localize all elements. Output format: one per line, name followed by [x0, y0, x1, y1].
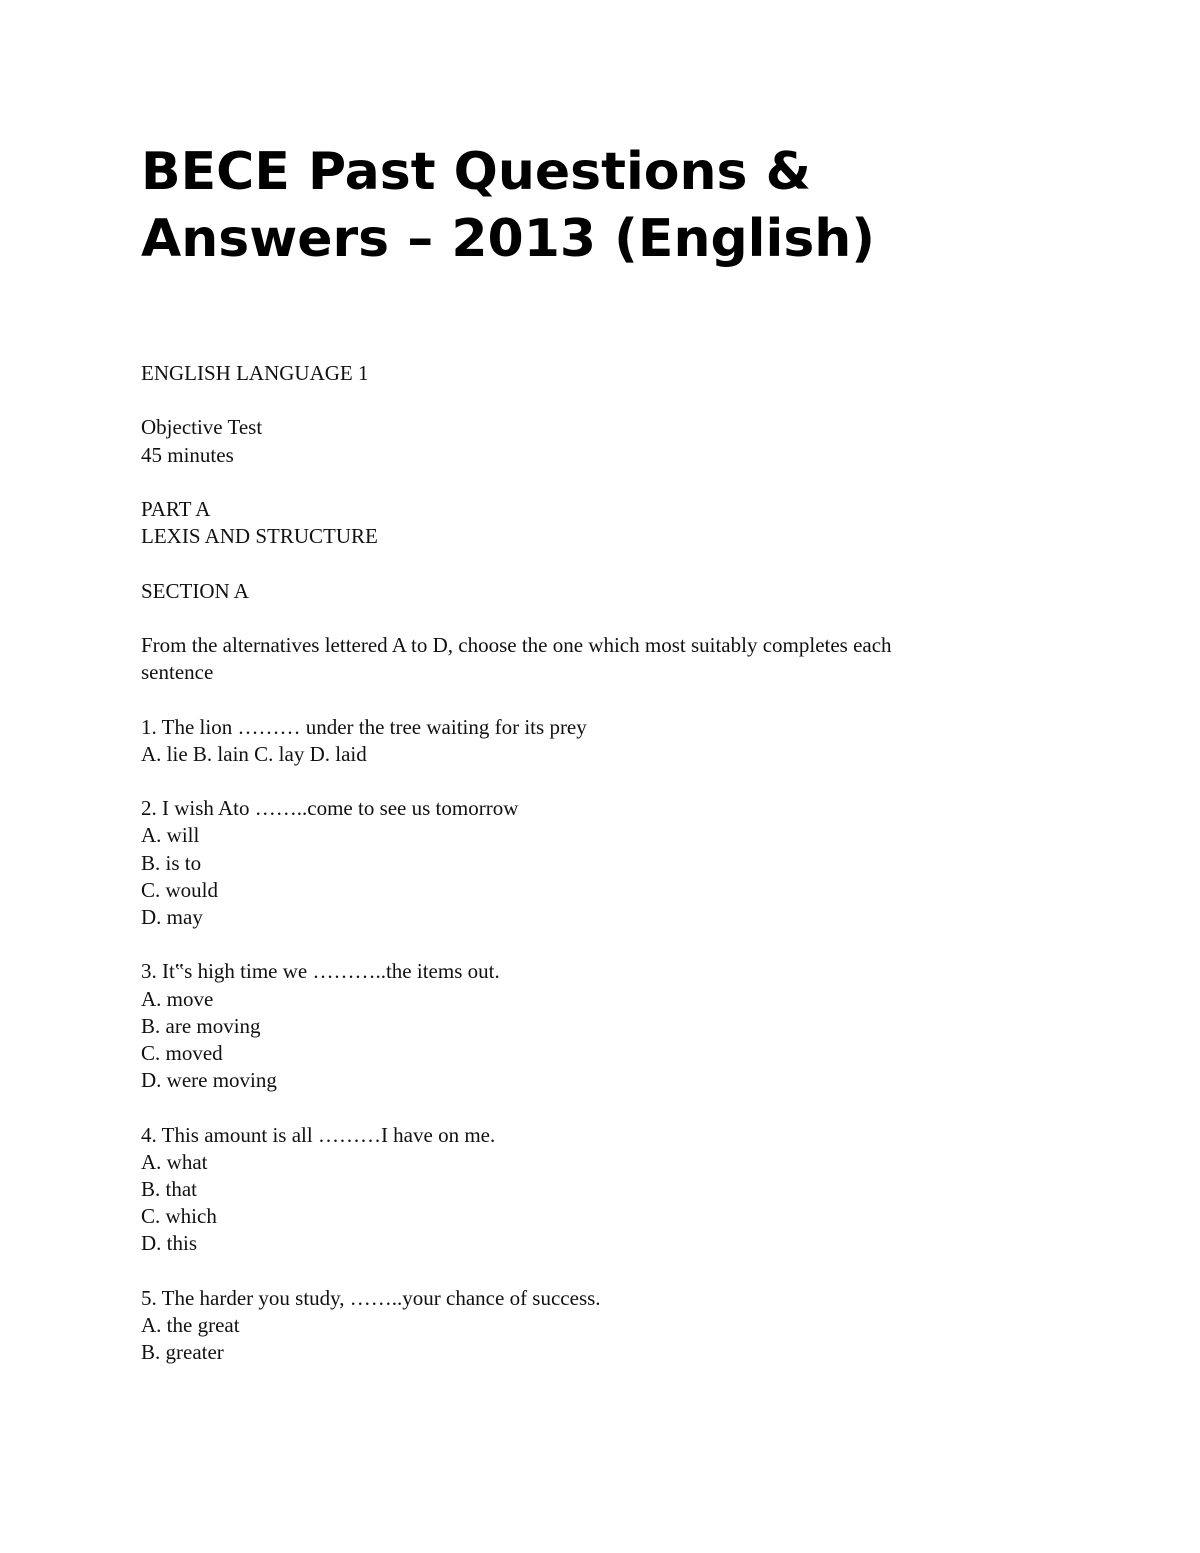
- document-title: [141, 139, 1041, 273]
- section-label: SECTION A: [141, 578, 249, 603]
- part-label: PART A: [141, 496, 211, 521]
- question-stem: 3. It‟s high time we ………..the items out.: [141, 959, 500, 984]
- question-options: A. lie B. lain C. lay D. laid: [141, 741, 367, 766]
- instructions-line-1: From the alternatives lettered A to D, choose the one which most suitably completes each: [141, 632, 892, 657]
- test-type: Objective Test: [141, 415, 263, 440]
- question-option: D. may: [141, 904, 203, 929]
- question-4: [141, 1122, 1041, 1258]
- question-option: A. what: [141, 1149, 208, 1174]
- instructions-line-2: sentence: [141, 660, 214, 685]
- question-option: A. move: [141, 986, 214, 1011]
- question-option: C. which: [141, 1204, 217, 1229]
- question-stem: 5. The harder you study, ……..your chance of success.: [141, 1285, 601, 1310]
- question-option: C. would: [141, 877, 219, 902]
- question-option: A. will: [141, 823, 200, 848]
- question-option: B. greater: [141, 1340, 224, 1365]
- question-option: C. moved: [141, 1040, 223, 1065]
- part-title: LEXIS AND STRUCTURE: [141, 524, 378, 549]
- title-line-1: BECE Past Questions &: [141, 142, 811, 202]
- question-2: [141, 795, 1041, 931]
- paper-name: ENGLISH LANGUAGE 1: [141, 361, 369, 385]
- document-content: [141, 139, 1041, 1366]
- question-1: [141, 714, 1041, 768]
- question-option: B. is to: [141, 850, 202, 875]
- test-duration: 45 minutes: [141, 442, 234, 467]
- question-option: B. that: [141, 1176, 197, 1201]
- question-option: B. are moving: [141, 1013, 261, 1038]
- question-option: D. this: [141, 1231, 198, 1256]
- title-spacer: [141, 273, 1041, 360]
- question-option: D. were moving: [141, 1068, 277, 1093]
- question-stem: 1. The lion ……… under the tree waiting for its prey: [141, 714, 587, 739]
- document-body: [141, 360, 1041, 1366]
- question-stem: 4. This amount is all ………I have on me.: [141, 1122, 496, 1147]
- question-5: [141, 1285, 1041, 1367]
- question-stem: 2. I wish Ato ……..come to see us tomorrow: [141, 796, 519, 821]
- title-line-2: Answers – 2013 (English): [141, 209, 876, 269]
- question-option: A. the great: [141, 1312, 240, 1337]
- question-3: [141, 958, 1041, 1094]
